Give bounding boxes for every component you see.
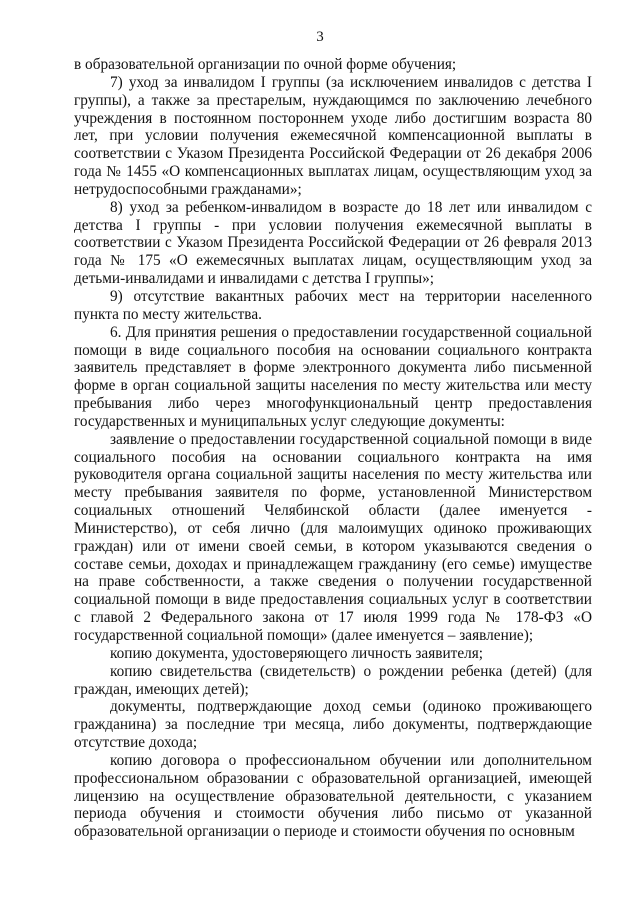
page-number: 3 <box>316 29 324 45</box>
paragraph-application: заявление о предоставлении государственной социальной помощи в виде социального пособия на основании социального контракта на имя руководителя органа социальной защиты населения по месту жительства или месту пребывания заявителя по форме, установленной Министерством социальных отношений Челябинской области (далее именуется - Министерство), от себя лично (для малоимущих одиноко проживающих граждан) или от имени своей семьи, в котором указываются сведения о составе семьи, доходах и принадлежащем гражданину (его семье) имуществе на праве собственности, а также сведения о получении государственной социальной помощи в виде предоставления социальных услуг в соответствии с главой 2 Федерального закона от 17 июля 1999 года № 178-ФЗ «О государственной социальной помощи» (далее именуется – заявление); <box>74 430 592 644</box>
paragraph-identity-document: копию документа, удостоверяющего личность заявителя; <box>110 644 484 662</box>
paragraph-income-documents: документы, подтверждающие доход семьи (одиноко проживающего гражданина) за последние три месяца, либо документы, подтверждающие отсутствие дохода; <box>74 698 592 752</box>
paragraph-section-6: 6. Для принятия решения о предоставлении государственной социальной помощи в виде социального пособия на основании социального контракта заявитель представляет в форме электронного документа либо письменной форме в орган социальной защиты населения по месту жительства или месту пребывания либо через многофункциональный центр предоставления государственных и муниципальных услуг следующие документы: <box>74 323 592 430</box>
paragraph-continuation: в образовательной организации по очной форме обучения; <box>74 56 457 73</box>
paragraph-item-8: 8) уход за ребенком-инвалидом в возрасте до 18 лет или инвалидом с детства I группы - при условии получения ежемесячной выплаты в соответствии с Указом Президента Российской Федерации от 26 февраля 2013 года № 175 «О ежемесячных выплатах лицам, осуществляющим уход за детьми-инвалидами и инвалидами с детства I группы»; <box>74 198 592 288</box>
paragraph-item-9: 9) отсутствие вакантных рабочих мест на территории населенного пункта по месту жительства. <box>74 287 592 323</box>
paragraph-education-contract: копию договора о профессиональном обучении или дополнительном профессиональном образовании с образовательной организацией, имеющей лицензию на осуществление образовательной деятельности, с указанием периода обучения и стоимости обучения либо письмо от указанной образовательной организации о периоде и стоимости обучения по основным <box>74 751 592 841</box>
paragraph-item-7: 7) уход за инвалидом I группы (за исключением инвалидов с детства I группы), а также за престарелым, нуждающимся по заключению лечебного учреждения в постоянном постороннем уходе либо достигшим возраста 80 лет, при условии получения ежемесячной компенсационной выплаты в соответствии с Указом Президента Российской Федерации от 26 декабря 2006 года № 1455 «О компенсационных выплатах лицам, осуществляющим уход за нетрудоспособными гражданами»; <box>74 73 592 198</box>
paragraph-birth-certificate: копию свидетельства (свидетельств) о рождении ребенка (детей) (для граждан, имеющих детей); <box>74 662 592 698</box>
document-body <box>74 56 592 841</box>
